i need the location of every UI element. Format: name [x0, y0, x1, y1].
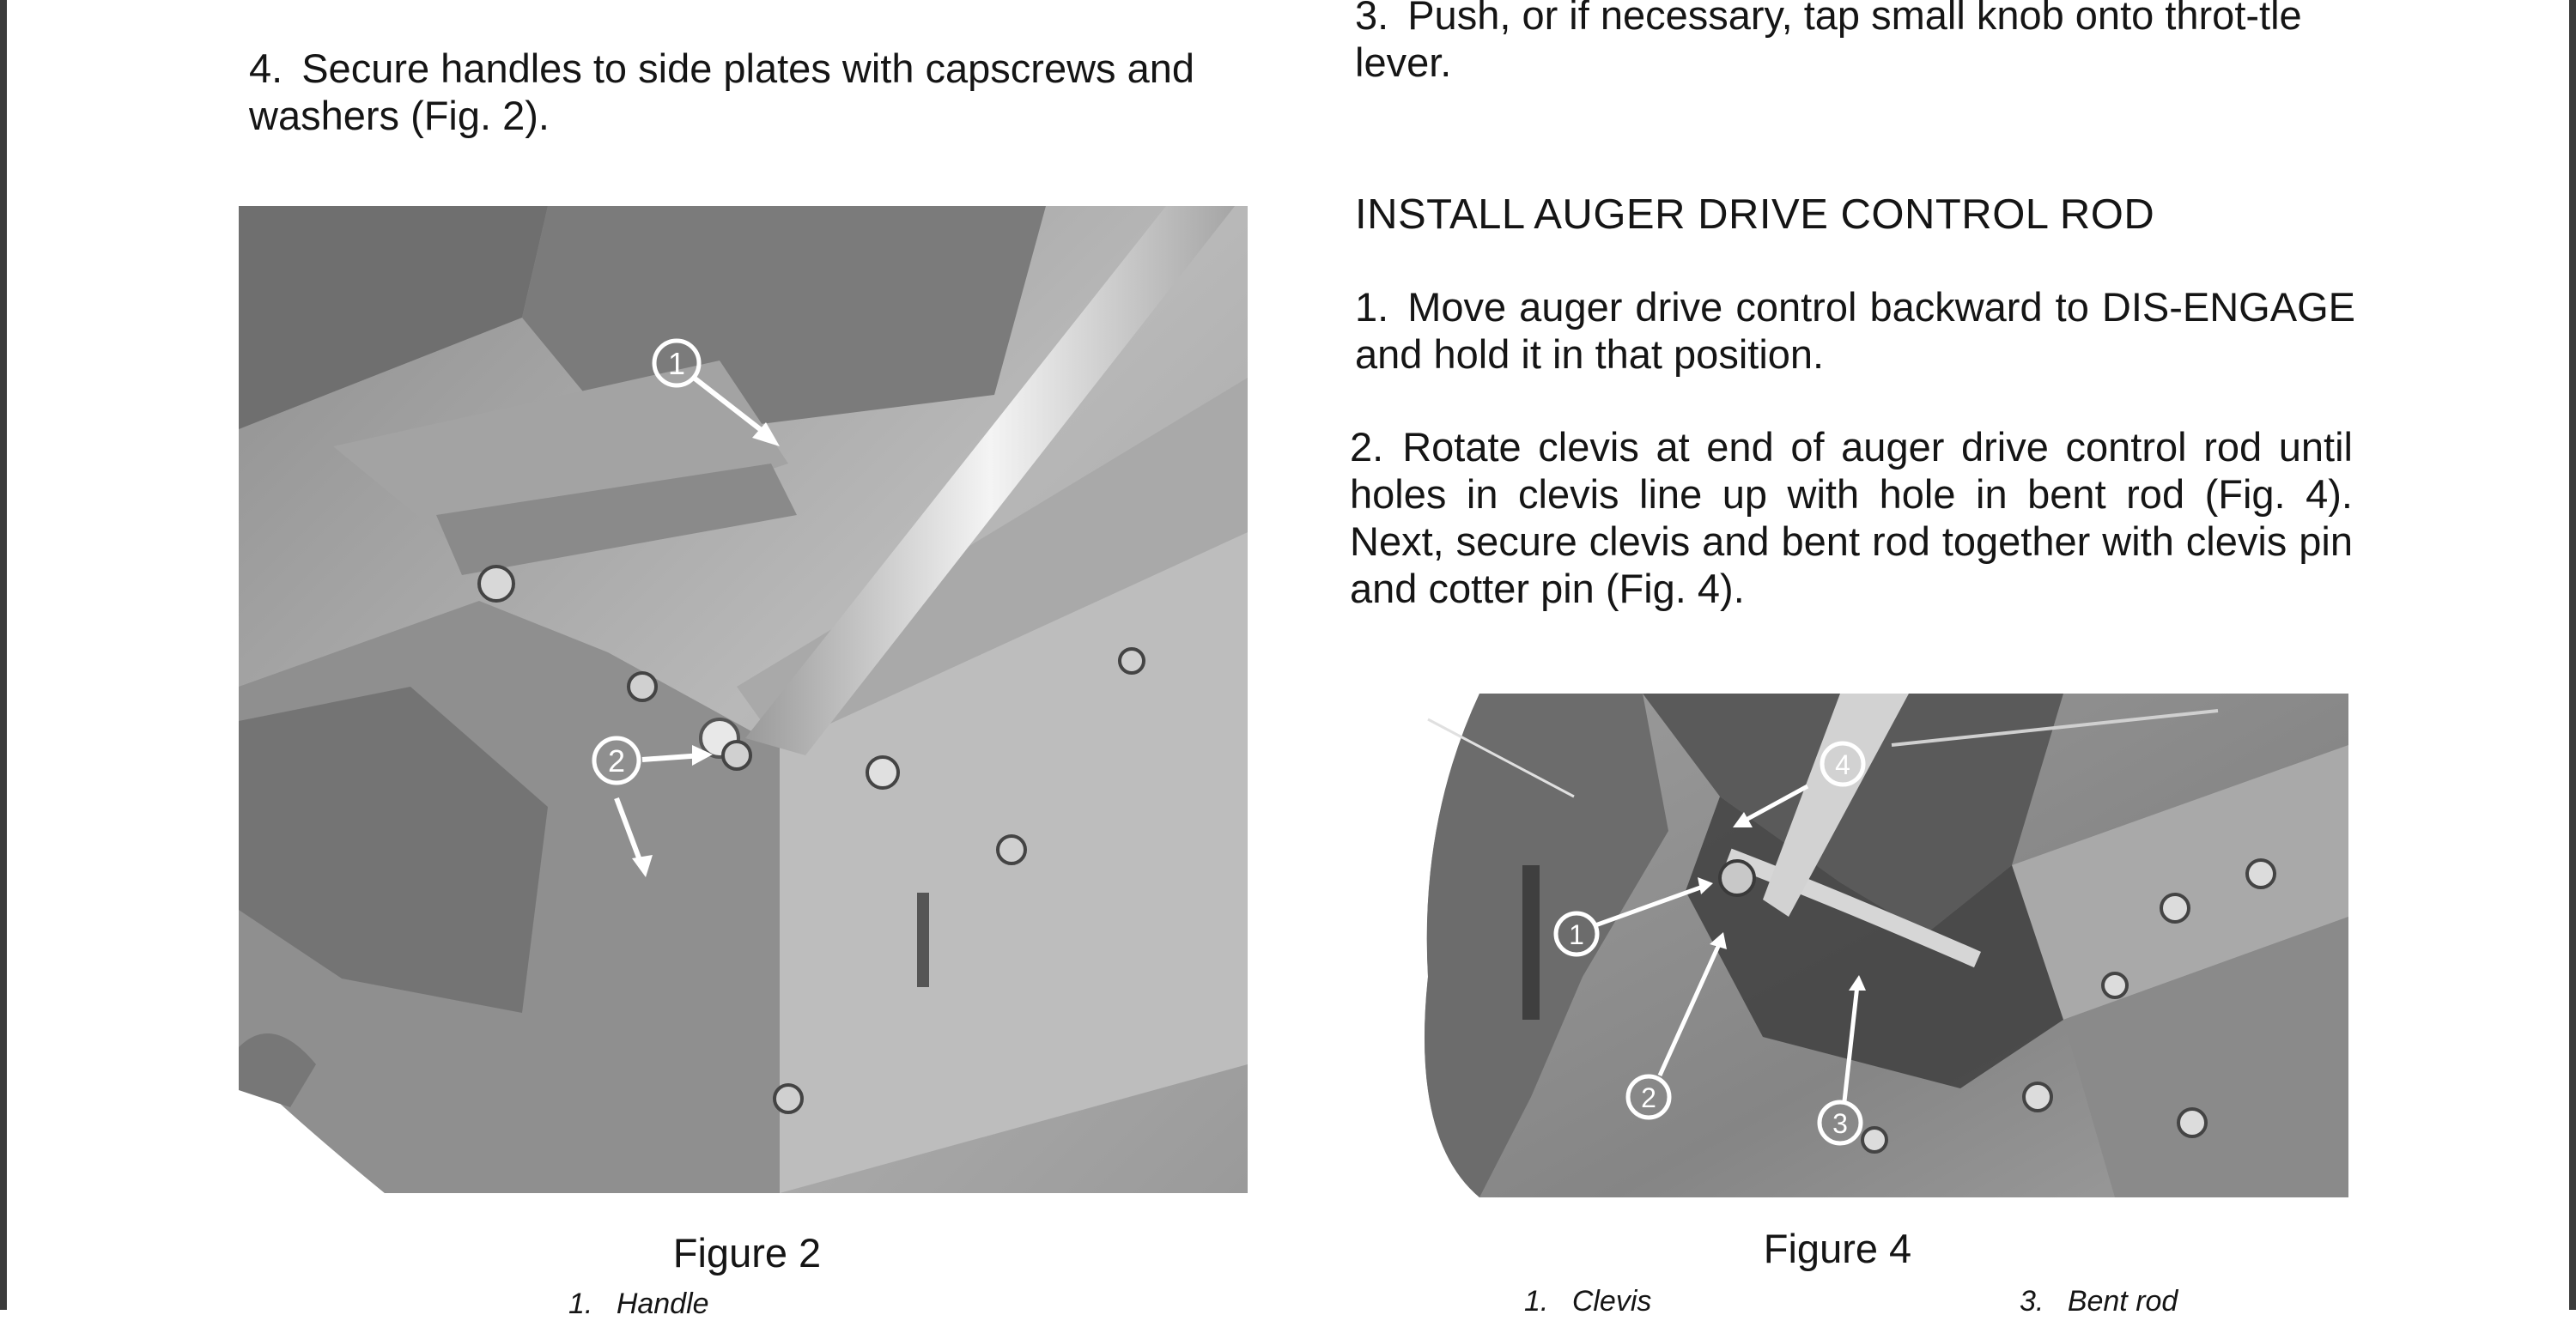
legend-label: Bent rod	[2067, 1285, 2178, 1318]
figure-2-legend-item	[568, 1288, 709, 1321]
step-2-paragraph	[1350, 423, 2353, 612]
legend-label: Clevis	[1571, 1285, 1652, 1318]
viewer-frame-left	[0, 0, 7, 1310]
callout-2-label: 2	[607, 743, 626, 779]
step-text: Secure handles to side plates with capscrews and washers (Fig. 2).	[249, 45, 1195, 138]
figure-2-photo	[239, 206, 1248, 1193]
step-number: 4.	[249, 45, 283, 91]
step-3-paragraph	[1355, 0, 2360, 86]
step-number: 1.	[1355, 284, 1389, 330]
callout-1-label: 1	[1569, 919, 1584, 950]
callout-3-label: 3	[1832, 1108, 1848, 1139]
figure-4-legend-item	[1524, 1285, 1651, 1318]
step-1-paragraph	[1355, 283, 2355, 378]
legend-number: 1.	[1524, 1285, 1549, 1318]
step-4-paragraph	[249, 45, 1254, 139]
step-number: 3.	[1355, 0, 1389, 38]
step-text: Push, or if necessary, tap small knob onto throt-tle lever.	[1355, 0, 2302, 85]
legend-label: Handle	[616, 1288, 709, 1320]
figure-4-caption: Figure 4	[1763, 1226, 1912, 1271]
figure-2-caption: Figure 2	[672, 1230, 822, 1276]
callout-1-label: 1	[667, 346, 686, 381]
legend-number: 3.	[2020, 1285, 2044, 1318]
step-number: 2.	[1350, 424, 1384, 470]
figure-4-photo	[1359, 694, 2348, 1197]
figure-4-legend-item	[2020, 1285, 2178, 1318]
callout-2-label: 2	[1641, 1082, 1656, 1113]
viewer-frame-right	[2569, 0, 2576, 1310]
section-heading: INSTALL AUGER DRIVE CONTROL ROD	[1355, 191, 2155, 238]
step-text: Move auger drive control backward to DIS-ENGAGE and hold it in that position.	[1355, 284, 2355, 377]
step-text: Rotate clevis at end of auger drive control rod until holes in clevis line up with hole in bent rod (Fig. 4). Next, secure clevis and bent rod together with clevis pin and cotter pin (Fig. 4).	[1350, 424, 2353, 611]
legend-number: 1.	[568, 1288, 593, 1320]
callout-4-label: 4	[1835, 749, 1850, 780]
